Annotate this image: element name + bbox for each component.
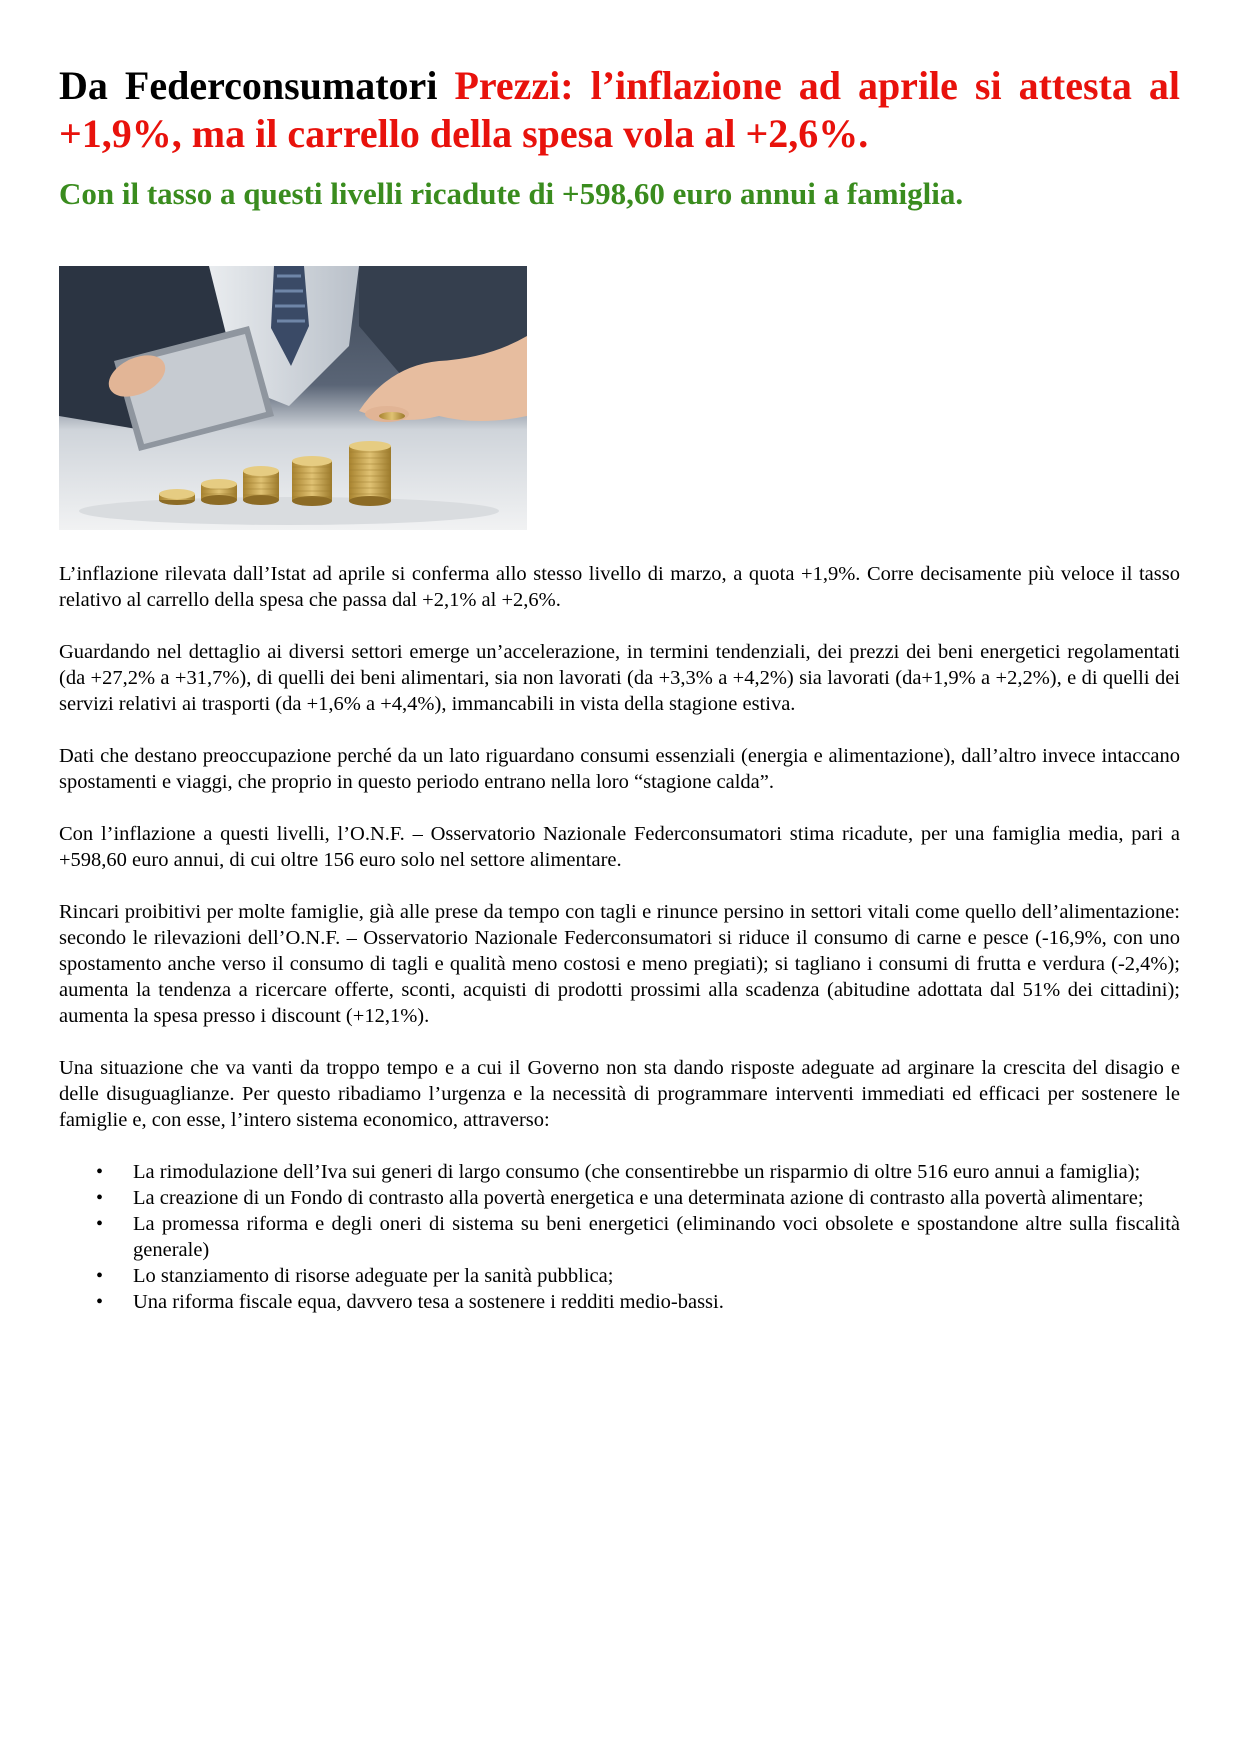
- source-label: Da Federconsumatori: [59, 63, 438, 108]
- list-item-text: Una riforma fiscale equa, davvero tesa a sostenere i redditi medio-bassi.: [133, 1291, 724, 1313]
- bullet-icon: •: [96, 1265, 104, 1287]
- list-item: [59, 1159, 1180, 1185]
- list-item-text: La promessa riforma e degli oneri di sistema su beni energetici (eliminando voci obsolete e spostandone altre sulla fiscalità generale): [133, 1213, 1180, 1261]
- article-body: [59, 561, 1180, 1315]
- list-item-text: La rimodulazione dell’Iva sui generi di largo consumo (che consentirebbe un risparmio di oltre 516 euro annui a famiglia);: [133, 1161, 1141, 1183]
- paragraph-sector-details: Guardando nel dettaglio ai diversi settori emerge un’accelerazione, in termini tendenziali, dei prezzi dei beni energetici regolamentati (da +27,2% a +31,7%), di quelli dei beni alimentari, sia non lavorati (da +3,3% a +4,2%) sia lavorati (da+1,9% a +2,2%), e di quelli dei servizi relativi ai trasporti (da +1,6% a +4,4%), immancabili in vista della stagione estiva.: [59, 641, 1180, 715]
- headline: [59, 62, 1180, 158]
- bullet-icon: •: [96, 1187, 104, 1209]
- list-item: [59, 1289, 1180, 1315]
- press-release-page: [59, 62, 1180, 1315]
- list-item-text: Lo stanziamento di risorse adeguate per la sanità pubblica;: [133, 1265, 614, 1287]
- paragraph-concerns: Dati che destano preoccupazione perché da un lato riguardano consumi essenziali (energia e alimentazione), dall’altro invece intaccano spostamenti e viaggi, che proprio in questo periodo entrano nella loro “stagione calda”.: [59, 745, 1180, 793]
- list-item: [59, 1263, 1180, 1289]
- paragraph-inflation-april: L’inflazione rilevata dall’Istat ad aprile si conferma allo stesso livello di marzo, a quota +1,9%. Corre decisamente più veloce il tasso relativo al carrello della spesa che passa dal +2,1% al +2,6%.: [59, 563, 1180, 611]
- news-title: Prezzi: l’inflazione ad aprile si attesta al +1,9%, ma il carrello della spesa vola al +2,6%.: [59, 63, 1180, 156]
- proposals-list: [59, 1159, 1180, 1315]
- subheadline: Con il tasso a questi livelli ricadute di +598,60 euro annui a famiglia.: [59, 176, 964, 211]
- list-item-text: La creazione di un Fondo di contrasto alla povertà energetica e una determinata azione di contrasto alla povertà alimentare;: [133, 1187, 1144, 1209]
- coins-photo: [59, 266, 527, 530]
- list-item: [59, 1185, 1180, 1211]
- bullet-icon: •: [96, 1291, 104, 1313]
- paragraph-government-call: Una situazione che va vanti da troppo tempo e a cui il Governo non sta dando risposte adeguate ad arginare la crescita del disagio e delle disuguaglianze. Per questo ribadiamo l’urgenza e la necessità di programmare interventi immediati ed efficaci per sostenere le famiglie e, con esse, l’intero sistema economico, attraverso:: [59, 1057, 1180, 1131]
- paragraph-consumption-cuts: Rincari proibitivi per molte famiglie, già alle prese da tempo con tagli e rinunce persino in settori vitali come quello dell’alimentazione: secondo le rilevazioni dell’O.N.F. – Osservatorio Nazionale Federconsumatori si riduce il consumo di carne e pesce (-16,9%, con uno spostamento anche verso il consumo di tagli e qualità meno costosi e meno pregiati); si tagliano i consumi di frutta e verdura (-2,4%); aumenta la tendenza a ricercare offerte, sconti, acquisti di prodotti prossimi alla scadenza (abitudine adottata dal 51% dei cittadini); aumenta la spesa presso i discount (+12,1%).: [59, 901, 1180, 1027]
- paragraph-family-impact: Con l’inflazione a questi livelli, l’O.N.F. – Osservatorio Nazionale Federconsumatori stima ricadute, per una famiglia media, pari a +598,60 euro annui, di cui oltre 156 euro solo nel settore alimentare.: [59, 823, 1180, 871]
- bullet-icon: •: [96, 1161, 104, 1183]
- bullet-icon: •: [96, 1213, 104, 1235]
- list-item: [59, 1211, 1180, 1263]
